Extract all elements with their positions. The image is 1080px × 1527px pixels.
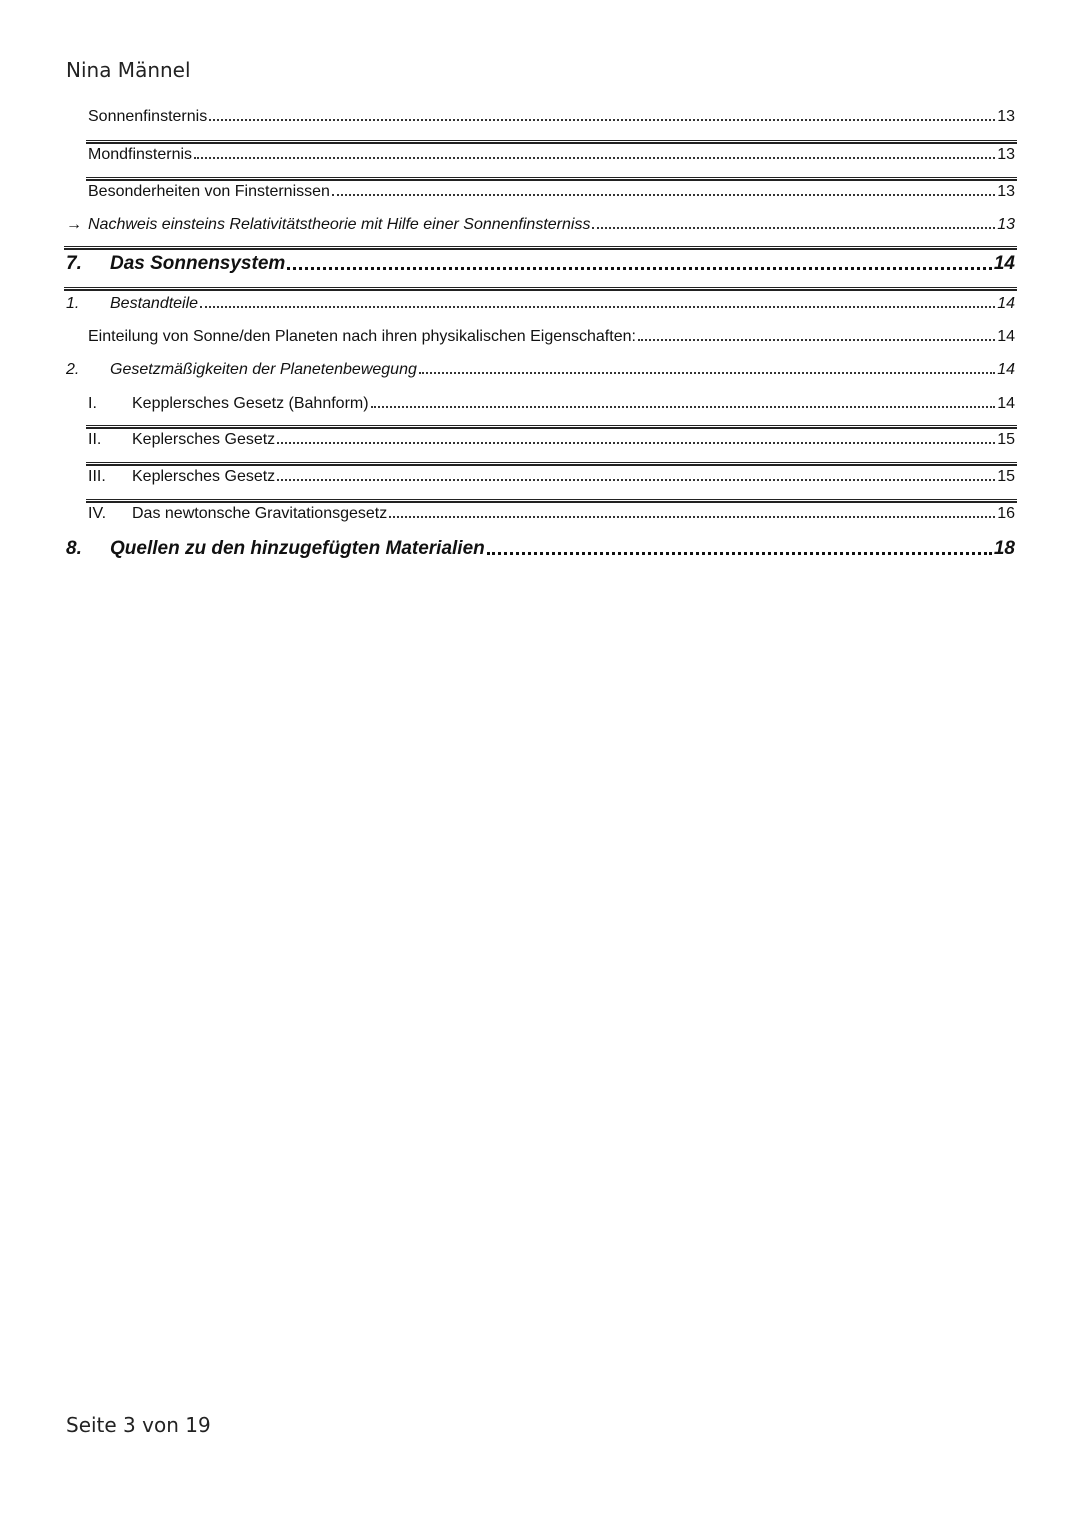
toc-entry-sonnenfinsternis[interactable] (88, 108, 1015, 126)
separator-rule (64, 287, 1017, 291)
separator-rule (64, 246, 1017, 250)
dot-leader (592, 226, 995, 229)
toc-entry-number: 1. (66, 295, 80, 312)
toc-entry-number: I. (88, 395, 97, 412)
toc-entry-title: Mondfinsternis (88, 146, 193, 163)
toc-entry-page: 13 (997, 146, 1015, 163)
toc-chapter-8[interactable] (66, 538, 1015, 560)
toc-entry-gesetzmaessigkeiten[interactable] (66, 361, 1015, 379)
toc-chapter-number: 7. (66, 253, 82, 274)
toc-entry-title: Keplersches Gesetz (132, 468, 276, 485)
dot-leader (389, 515, 995, 518)
toc-entry-page: 14 (997, 328, 1015, 345)
separator-rule (86, 140, 1017, 144)
page-indicator: Seite 3 von 19 (66, 1413, 211, 1437)
toc-entry-title: Kepplersches Gesetz (Bahnform) (132, 395, 369, 412)
page-author: Nina Männel (66, 58, 191, 82)
dot-leader (200, 305, 995, 308)
toc-entry-number: II. (88, 431, 102, 448)
dot-leader (194, 156, 995, 159)
dot-leader (419, 371, 995, 374)
arrow-right-icon: → (66, 216, 82, 233)
toc-entry-page: 16 (997, 505, 1015, 522)
toc-entry-mondfinsternis[interactable] (88, 146, 1015, 164)
dot-leader (287, 266, 992, 270)
dot-leader (638, 338, 995, 341)
toc-entry-page: 13 (997, 108, 1015, 125)
toc-entry-title: Nachweis einsteins Relativitätstheorie mit Hilfe einer Sonnenfinsterniss (88, 216, 591, 233)
toc-entry-page: 15 (997, 431, 1015, 448)
toc-chapter-page: 18 (993, 538, 1015, 559)
toc-entry-title: Gesetzmäßigkeiten der Planetenbewegung (110, 361, 417, 378)
toc-entry-title: Sonnenfinsternis (88, 108, 208, 125)
toc-entry-bestandteile[interactable] (66, 295, 1015, 313)
separator-rule (86, 462, 1017, 466)
separator-rule (86, 177, 1017, 181)
toc-chapter-title: Quellen zu den hinzugefügten Materialien (110, 538, 485, 559)
toc-chapter-page: 14 (993, 253, 1015, 274)
toc-chapter-7[interactable] (66, 253, 1015, 275)
toc-entry-page: 14 (997, 295, 1015, 312)
toc-entry-number: 2. (66, 361, 80, 378)
toc-entry-title: Bestandteile (110, 295, 199, 312)
toc-entry-kepler-1[interactable] (88, 395, 1015, 413)
dot-leader (277, 478, 995, 481)
dot-leader (277, 441, 995, 444)
toc-entry-newton-gravitation[interactable] (88, 505, 1015, 523)
toc-entry-number: IV. (88, 505, 107, 522)
dot-leader (332, 193, 995, 196)
toc-entry-title: Das newtonsche Gravitationsgesetz (132, 505, 388, 522)
toc-entry-title: Keplersches Gesetz (132, 431, 276, 448)
toc-entry-besonderheiten[interactable] (88, 183, 1015, 201)
toc-entry-einteilung[interactable] (88, 328, 1015, 346)
toc-entry-kepler-2[interactable] (88, 431, 1015, 449)
dot-leader (371, 405, 996, 408)
toc-chapter-title: Das Sonnensystem (110, 253, 286, 274)
toc-entry-page: 13 (997, 216, 1015, 233)
toc-entry-page: 14 (997, 361, 1015, 378)
dot-leader (209, 118, 995, 121)
toc-entry-page: 13 (997, 183, 1015, 200)
toc-entry-page: 14 (997, 395, 1015, 412)
toc-entry-title: Einteilung von Sonne/den Planeten nach ihren physikalischen Eigenschaften: (88, 328, 636, 345)
separator-rule (86, 425, 1017, 429)
toc-entry-title: Besonderheiten von Finsternissen (88, 183, 330, 200)
toc-entry-number: III. (88, 468, 106, 485)
toc-entry-kepler-3[interactable] (88, 468, 1015, 486)
separator-rule (86, 499, 1017, 503)
dot-leader (487, 551, 992, 555)
toc-entry-nachweis-relativitaetstheorie[interactable] (66, 216, 1015, 234)
toc-chapter-number: 8. (66, 538, 82, 559)
toc-entry-page: 15 (997, 468, 1015, 485)
